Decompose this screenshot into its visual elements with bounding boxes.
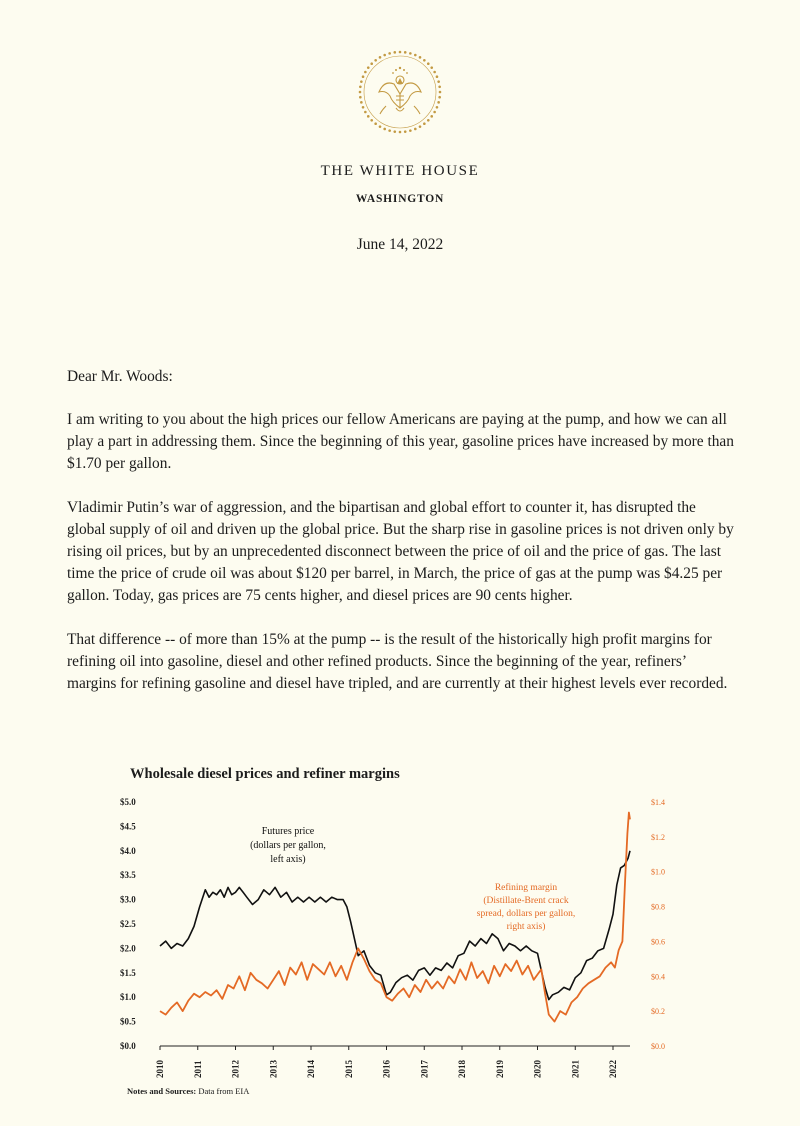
left-axis-tick-label: $4.0 [120,845,136,856]
futures-price-label: left axis) [270,854,306,865]
left-axis-tick-label: $3.0 [120,894,136,905]
left-axis-tick-label: $1.0 [120,992,136,1003]
left-axis-tick-label: $5.0 [120,797,136,807]
left-axis-tick-label: $1.5 [120,967,136,978]
futures-price-line [160,851,630,1000]
diesel-chart [118,766,678,1106]
x-tick-label: 2020 [532,1060,543,1078]
letter-body [67,366,735,717]
right-axis-tick-label: $0.8 [651,902,665,912]
right-axis-tick-label: $0.6 [651,937,665,947]
letterhead-city: WASHINGTON [355,193,445,205]
paragraph-2: Vladimir Putin’s war of aggression, and the bipartisan and global effort to counter it, has disrupted the global supply of oil and driven up the global price. But the sharp rise in gasoline prices is not driven only by rising oil prices, but by an unprecedented disconnect between the price of oil and the price of gas. The last time the price of crude oil was about $120 per barrel, in March, the price of gas at the pump was $4.25 per gallon. Today, gas prices are 75 cents higher, and diesel prices are 90 cents higher. [67,499,734,604]
right-axis-tick-label: $1.4 [651,798,665,807]
left-axis-tick-label: $0.0 [120,1041,136,1051]
x-tick-label: 2013 [268,1060,279,1078]
x-tick-label: 2017 [419,1060,430,1078]
left-axis-tick-label: $3.5 [120,870,136,881]
x-tick-label: 2014 [306,1060,317,1078]
x-tick-label: 2016 [381,1060,392,1078]
paragraph-3: That difference -- of more than 15% at the pump -- is the result of the historically high profit margins for refining oil into gasoline, diesel and other refined products. Since the beginning of the year, refiners’ margins for refining gasoline and diesel have tripled, and are currently at their highest levels ever recorded. [67,631,728,692]
left-axis-tick-label: $2.5 [120,919,136,929]
x-tick-label: 2018 [457,1060,468,1078]
futures-price-label: Futures price [261,826,315,837]
refining-margin-label: (Distillate-Brent crack [483,896,569,906]
right-axis-tick-label: $0.2 [651,1007,665,1017]
right-axis-tick-label: $1.0 [651,867,665,877]
chart-note-text: Data from EIA [198,1086,250,1096]
right-axis-tick-label: $1.2 [651,832,665,842]
left-axis-tick-label: $2.0 [120,943,136,954]
right-axis-tick-label: $0.4 [651,972,665,982]
chart-note [127,1086,249,1096]
chart-plot [118,796,678,1086]
salutation: Dear Mr. Woods: [67,368,173,385]
refining-margin-label: spread, dollars per gallon, [476,909,576,919]
paragraph-1: I am writing to you about the high prices our fellow Americans are paying at the pump, and how we can all play a part in addressing them. Since the beginning of this year, gasoline prices have increased by more than $1.70 per gallon. [67,411,734,472]
refining-margin-label: Refining margin [494,883,558,893]
x-tick-label: 2012 [230,1060,241,1078]
x-tick-label: 2021 [570,1060,581,1078]
presidential-seal-icon [356,48,444,136]
x-tick-label: 2015 [343,1060,354,1078]
chart-title: Wholesale diesel prices and refiner margins [130,766,400,782]
x-tick-label: 2010 [155,1060,165,1078]
x-tick-label: 2022 [608,1060,619,1078]
letter-date: June 14, 2022 [356,236,444,253]
letterhead-title: THE WHITE HOUSE [320,163,480,179]
futures-price-label: (dollars per gallon, [250,840,326,851]
refining-margin-label: right axis) [506,922,546,932]
x-tick-label: 2019 [494,1060,505,1078]
left-axis-tick-label: $4.5 [120,821,136,832]
x-tick-label: 2011 [192,1060,203,1078]
left-axis-tick-label: $0.5 [120,1016,136,1027]
right-axis-tick-label: $0.0 [651,1042,665,1051]
chart-note-label: Notes and Sources: [127,1086,197,1096]
